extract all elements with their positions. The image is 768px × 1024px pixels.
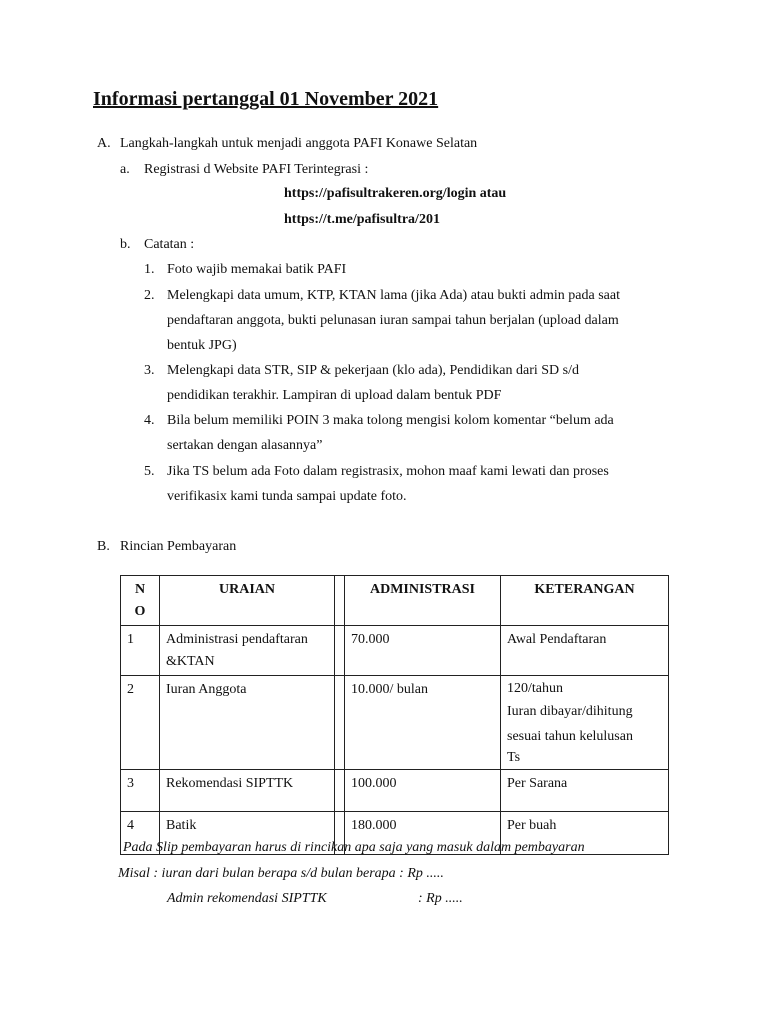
note-line: Bila belum memiliki POIN 3 maka tolong mengisi kolom komentar “belum ada [167,413,614,428]
header-administrasi: ADMINISTRASI [345,576,501,626]
cell-spacer [335,676,345,770]
cell-keterangan-line: Ts [507,750,521,765]
sub-b-marker: b. [120,237,131,252]
cell-administrasi: 70.000 [345,626,501,676]
note-line: Jika TS belum ada Foto dalam registrasix, mohon maaf kami lewati dan proses [167,464,609,479]
cell-uraian [160,770,335,812]
cell-keterangan-line: Awal Pendaftaran [507,632,607,647]
registration-link-1[interactable]: https://pafisultrakeren.org/login atau [284,186,507,201]
header-no-line-2: O [134,604,146,619]
note-number: 2. [144,288,155,303]
cell-keterangan-line: 120/tahun [507,681,563,696]
cell-keterangan [501,626,669,676]
cell-no: 2 [121,676,160,770]
note-line: pendaftaran anggota, bukti pelunasan iuran sampai tahun berjalan (upload dalam [167,313,619,328]
cell-administrasi: 180.000 [345,812,501,855]
section-b-heading: Rincian Pembayaran [120,539,237,554]
header-spacer [335,576,345,626]
note-line: pendidikan terakhir. Lampiran di upload dalam bentuk PDF [167,388,502,403]
cell-uraian-line: &KTAN [166,654,215,669]
payment-note-3-value: : Rp ..... [418,891,463,906]
note-number: 1. [144,262,155,277]
cell-keterangan-line: Per buah [507,818,557,833]
table-row [121,676,669,770]
note-line: Melengkapi data umum, KTP, KTAN lama (jika Ada) atau bukti admin pada saat [167,288,620,303]
note-line: Foto wajib memakai batik PAFI [167,262,347,277]
note-number: 4. [144,413,155,428]
section-b-marker: B. [97,539,110,554]
table-row [121,770,669,812]
cell-uraian-line: Rekomendasi SIPTTK [166,776,294,791]
table-header-row [121,576,669,626]
cell-keterangan-line: sesuai tahun kelulusan [507,729,633,744]
header-uraian: URAIAN [160,576,335,626]
note-line: sertakan dengan alasannya” [167,438,323,453]
registration-link-2[interactable]: https://t.me/pafisultra/201 [284,212,440,227]
header-keterangan: KETERANGAN [501,576,669,626]
cell-administrasi: 100.000 [345,770,501,812]
table-row [121,626,669,676]
cell-uraian [160,626,335,676]
cell-uraian-line: Iuran Anggota [166,682,247,697]
cell-keterangan [501,676,669,770]
cell-uraian-line: Administrasi pendaftaran [166,632,308,647]
cell-no: 4 [121,812,160,855]
payment-note-3-label: Admin rekomendasi SIPTTK [167,891,327,906]
section-a-marker: A. [97,136,111,151]
cell-keterangan-line: Per Sarana [507,776,568,791]
note-line: verifikasix kami tunda sampai update foto. [167,489,407,504]
payment-note-1: Pada Slip pembayaran harus di rincikan apa saja yang masuk dalam pembayaran [123,840,585,855]
cell-uraian [160,676,335,770]
section-a-heading: Langkah-langkah untuk menjadi anggota PAFI Konawe Selatan [120,136,478,151]
header-no-line-1: N [134,582,146,597]
cell-spacer [335,626,345,676]
cell-spacer [335,770,345,812]
cell-no: 1 [121,626,160,676]
note-line: Melengkapi data STR, SIP & pekerjaan (klo ada), Pendidikan dari SD s/d [167,363,580,378]
payment-note-2: Misal : iuran dari bulan berapa s/d bulan berapa : Rp ..... [118,866,444,881]
note-number: 3. [144,363,155,378]
note-number: 5. [144,464,155,479]
cell-keterangan [501,770,669,812]
cell-keterangan-line: Iuran dibayar/dihitung [507,704,633,719]
cell-uraian-line: Batik [166,818,197,833]
cell-administrasi: 10.000/ bulan [345,676,501,770]
sub-a-marker: a. [120,162,130,177]
note-line: bentuk JPG) [167,338,237,353]
document-title: Informasi pertanggal 01 November 2021 [93,88,439,110]
header-no [121,576,160,626]
sub-a-text: Registrasi d Website PAFI Terintegrasi : [144,162,369,177]
payment-table [120,575,669,855]
cell-no: 3 [121,770,160,812]
sub-b-text: Catatan : [144,237,195,252]
